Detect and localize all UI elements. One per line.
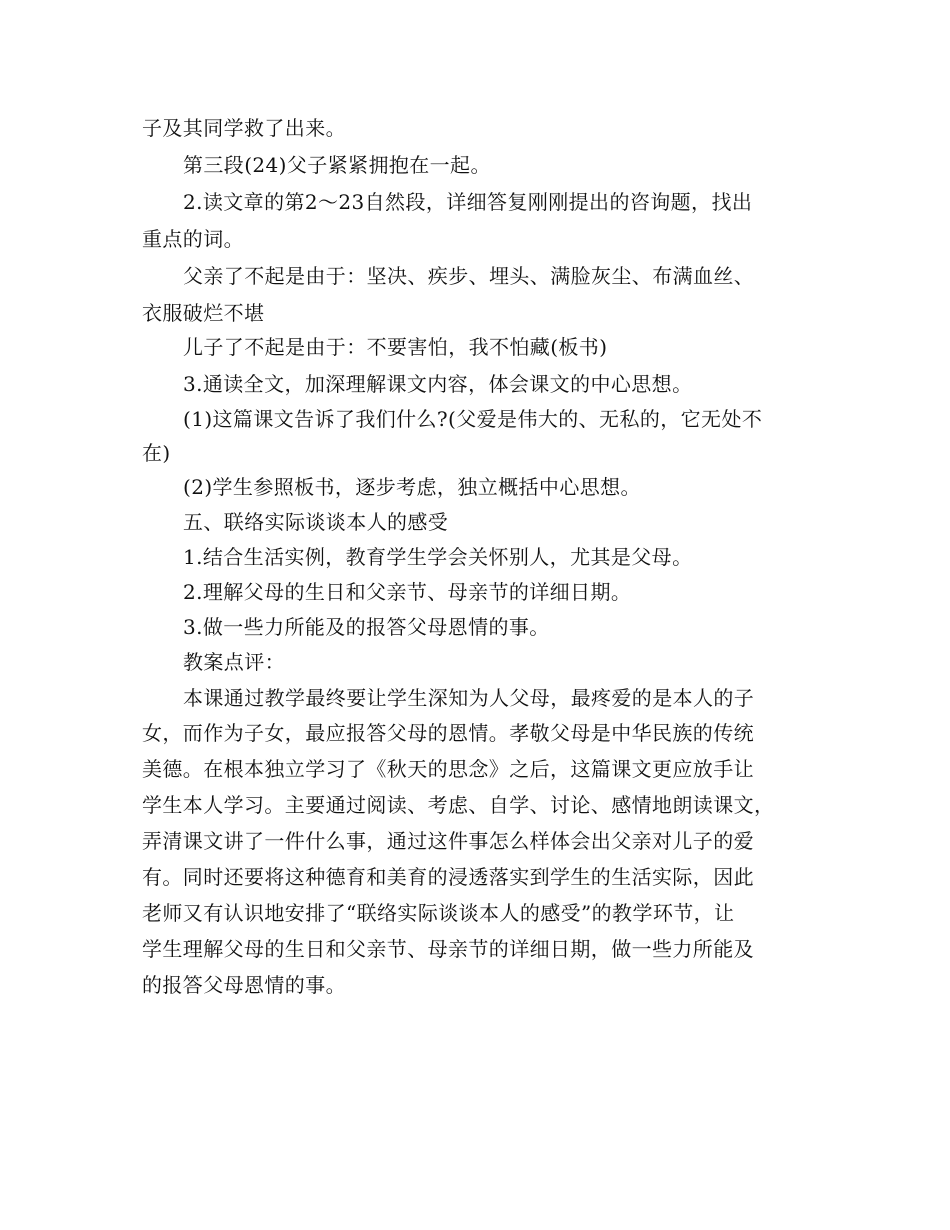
text-line: (1)这篇课文告诉了我们什么?(父爱是伟大的、无私的，它无处不 [183,407,763,431]
text-line: 1.结合生活实例，教育学生学会关怀别人，尤其是父母。 [183,545,693,569]
text-line: 学生理解父母的生日和父亲节、母亲节的详细日期，做一些力所能及 [142,937,754,961]
section-heading: 五、联络实际谈谈本人的感受 [183,510,449,534]
text-line: 第三段(24)父子紧紧拥抱在一起。 [183,153,491,177]
text-line: 衣服破烂不堪 [142,301,265,325]
text-line: 重点的词。 [142,227,244,251]
text-line: 有。同时还要将这种德育和美育的浸透落实到学生的生活实际，因此 [142,865,754,889]
text-line: 子及其同学救了出来。 [142,116,346,140]
text-line: 儿子了不起是由于：不要害怕，我不怕藏(板书) [183,335,608,359]
text-line: 美德。在根本独立学习了《秋天的思念》之后，这篇课文更应放手让 [142,757,754,781]
text-line: 3.通读全文，加深理解课文内容，体会课文的中心思想。 [183,372,693,396]
text-line: 在) [142,441,171,465]
text-line: 2.读文章的第2～23自然段，详细答复刚刚提出的咨询题，找出 [183,190,753,214]
text-line: (2)学生参照板书，逐步考虑，独立概括中心思想。 [183,475,641,499]
text-line: 老师又有认识地安排了“联络实际谈谈本人的感受”的教学环节，让 [142,901,735,925]
text-line: 3.做一些力所能及的报答父母恩情的事。 [183,615,550,639]
text-line: 弄清课文讲了一件什么事，通过这件事怎么样体会出父亲对儿子的爱 [142,829,754,853]
text-line: 2.理解父母的生日和父亲节、母亲节的详细日期。 [183,580,632,604]
text-line: 的报答父母恩情的事。 [142,973,346,997]
text-line: 父亲了不起是由于：坚决、疾步、埋头、满脸灰尘、布满血丝、 [183,264,755,288]
text-line: 学生本人学习。主要通过阅读、考虑、自学、讨论、感情地朗读课文， [142,793,775,817]
section-heading: 教案点评： [183,650,285,674]
text-line: 女，而作为子女，最应报答父母的恩情。孝敬父母是中华民族的传统 [142,721,754,745]
text-line: 本课通过教学最终要让学生深知为人父母，最疼爱的是本人的子 [183,686,755,710]
